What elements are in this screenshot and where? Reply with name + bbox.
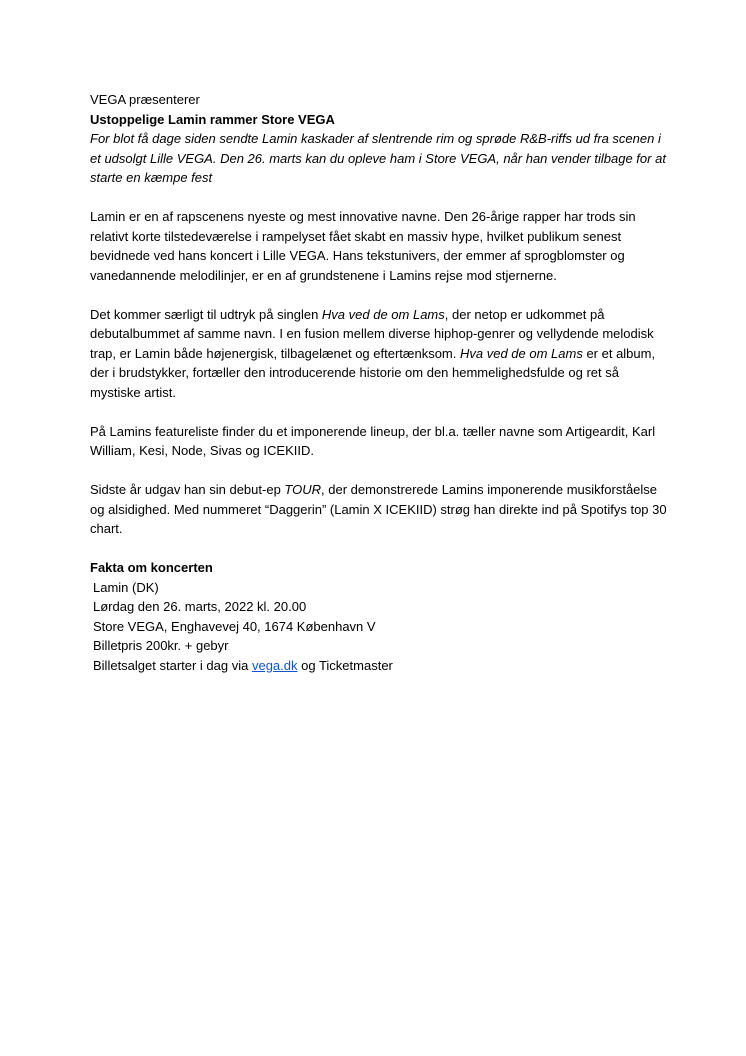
text-span: , der demonstrerede Lamins imponerende musikforståelse og alsidighed. Med nummeret “Daggerin” (Lamin X ICEKIID) strøg han direkte ind på Spotifys top 30 chart. xyxy=(90,482,667,536)
headline: Ustoppelige Lamin rammer Store VEGA xyxy=(90,111,335,127)
paragraph-gap xyxy=(90,285,670,305)
facts-artist: Lamin (DK) xyxy=(93,579,159,595)
ep-title: TOUR xyxy=(284,482,322,497)
paragraph-gap xyxy=(90,539,670,559)
body-paragraph-4 xyxy=(90,480,670,539)
text-span: Billetsalget starter i dag via xyxy=(93,657,252,673)
text-span: Det kommer særligt til udtryk på singlen xyxy=(90,306,322,322)
presenter-line: VEGA præsenterer xyxy=(90,92,200,107)
facts-price: Billetpris 200kr. + gebyr xyxy=(93,638,229,653)
facts-heading: Fakta om koncerten xyxy=(90,560,213,575)
document-page xyxy=(90,90,670,675)
album-title: Hva ved de om Lams xyxy=(321,306,445,322)
paragraph-gap xyxy=(90,188,670,208)
album-title: Hva ved de om Lams xyxy=(459,345,583,361)
body-paragraph-1: Lamin er en af rapscenens nyeste og mest innovative navne. Den 26-årige rapper har trods sin relativt korte tilstedeværelse i rampelyset fået skabt en massiv hype, hvilket publikum senest bevidnede ved hans koncert i Lille VEGA. Hans tekstunivers, der emmer af sprogblomster og vanedannende melodilinjer, er en af grundstenene i Lamins rejse mod stjernerne. xyxy=(90,209,636,283)
text-span: og Ticketmaster xyxy=(297,657,393,673)
facts-date: Lørdag den 26. marts, 2022 kl. 20.00 xyxy=(93,599,307,614)
text-span: Sidste år udgav han sin debut-ep xyxy=(90,482,285,497)
paragraph-gap xyxy=(90,402,670,422)
facts-ticket-sale xyxy=(90,656,670,676)
text-span: er et album, der i brudstykker, fortæller den introducerende historie om den hemmelighedsfulde og ret så mystiske artist. xyxy=(90,345,656,400)
text-span: , der netop er udkommet på debutalbummet af samme navn. I en fusion mellem diverse hiphop-genrer og vellydende melodisk trap, er Lamin både højenergisk, tilbagelænet og eftertænksom. xyxy=(90,306,654,361)
facts-venue: Store VEGA, Enghavevej 40, 1674 København V xyxy=(93,618,376,634)
paragraph-gap xyxy=(90,461,670,481)
lead-paragraph: For blot få dage siden sendte Lamin kaskader af slentrende rim og sprøde R&B-riffs ud fra scenen i et udsolgt Lille VEGA. Den 26. marts kan du opleve ham i Store VEGA, når han vender tilbage for at starte en kæmpe fest xyxy=(90,131,666,185)
vega-link[interactable]: vega.dk xyxy=(251,657,298,673)
body-paragraph-2 xyxy=(90,305,670,403)
body-paragraph-3: På Lamins featureliste finder du et imponerende lineup, der bl.a. tæller navne som Artigeardit, Karl William, Kesi, Node, Sivas og ICEKIID. xyxy=(90,423,656,458)
